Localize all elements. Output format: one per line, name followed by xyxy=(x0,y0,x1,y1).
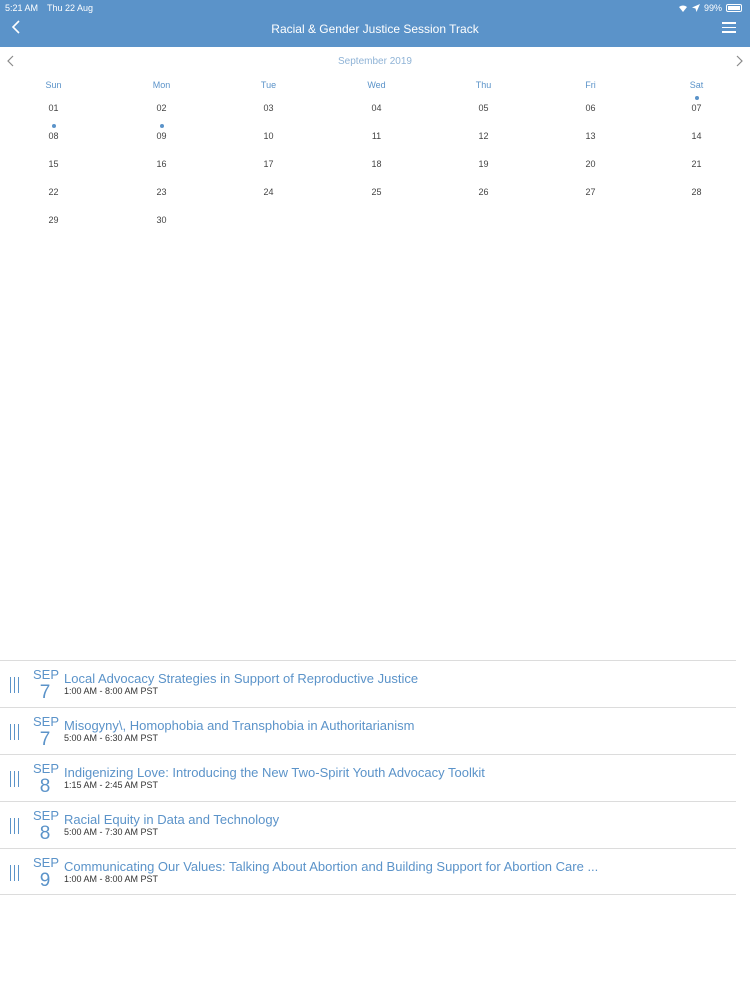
hamburger-icon-line xyxy=(722,27,736,29)
day-number: 18 xyxy=(371,159,382,169)
session-time: 5:00 AM - 6:30 AM PST xyxy=(64,733,159,743)
day-number: 13 xyxy=(585,131,596,141)
day-number: 28 xyxy=(691,187,702,197)
day-number: 06 xyxy=(585,103,596,113)
calendar-day[interactable] xyxy=(643,150,750,178)
next-month-button[interactable] xyxy=(732,54,746,70)
calendar-day[interactable] xyxy=(430,122,537,150)
calendar-day[interactable] xyxy=(323,122,430,150)
calendar-day[interactable] xyxy=(0,122,107,150)
calendar-day[interactable] xyxy=(108,206,215,234)
hamburger-icon-line xyxy=(722,31,736,33)
day-number: 25 xyxy=(371,187,382,197)
day-number: 07 xyxy=(691,103,702,113)
session-row[interactable] xyxy=(0,660,736,707)
drag-handle-icon[interactable] xyxy=(10,677,24,693)
session-month: SEP xyxy=(33,714,60,729)
session-day: 8 xyxy=(39,823,51,844)
event-dot-icon xyxy=(695,96,699,100)
session-row[interactable] xyxy=(0,707,736,754)
weekday-label: Sat xyxy=(689,80,704,90)
calendar-day[interactable] xyxy=(108,122,215,150)
day-number: 09 xyxy=(156,131,167,141)
session-day: 7 xyxy=(39,682,51,703)
location-arrow-icon xyxy=(692,4,700,12)
back-button[interactable] xyxy=(6,18,26,38)
status-time: 5:21 AM xyxy=(5,3,39,13)
drag-handle-icon[interactable] xyxy=(10,771,24,787)
day-number: 04 xyxy=(371,103,382,113)
calendar-day[interactable] xyxy=(215,178,322,206)
calendar-day[interactable] xyxy=(215,150,322,178)
calendar-day[interactable] xyxy=(430,94,537,122)
calendar-day[interactable] xyxy=(108,178,215,206)
calendar-day[interactable] xyxy=(430,150,537,178)
session-row[interactable] xyxy=(0,754,736,801)
month-navigation xyxy=(0,56,750,70)
day-number: 27 xyxy=(585,187,596,197)
session-list xyxy=(0,660,736,895)
calendar-day[interactable] xyxy=(0,206,107,234)
day-number: 01 xyxy=(48,103,59,113)
event-dot-icon xyxy=(52,124,56,128)
session-title[interactable]: Misogyny\, Homophobia and Transphobia in Authoritarianism xyxy=(64,718,415,733)
day-number: 29 xyxy=(48,215,59,225)
calendar-day[interactable] xyxy=(0,150,107,178)
session-title[interactable]: Racial Equity in Data and Technology xyxy=(64,812,280,827)
day-number: 23 xyxy=(156,187,167,197)
session-month: SEP xyxy=(33,808,60,823)
weekday-label: Fri xyxy=(585,80,596,90)
calendar-day[interactable] xyxy=(323,178,430,206)
calendar-day[interactable] xyxy=(537,94,644,122)
weekday-label: Mon xyxy=(152,80,171,90)
session-title[interactable]: Local Advocacy Strategies in Support of Reproductive Justice xyxy=(64,671,419,686)
day-number: 03 xyxy=(263,103,274,113)
calendar-day[interactable] xyxy=(323,150,430,178)
day-number: 10 xyxy=(263,131,274,141)
chevron-left-icon xyxy=(11,20,21,34)
day-number: 08 xyxy=(48,131,59,141)
month-title: September 2019 xyxy=(338,56,412,67)
calendar-day[interactable] xyxy=(108,150,215,178)
day-number: 20 xyxy=(585,159,596,169)
menu-button[interactable] xyxy=(722,22,736,34)
drag-handle-icon[interactable] xyxy=(10,724,24,740)
session-title[interactable]: Indigenizing Love: Introducing the New Two-Spirit Youth Advocacy Toolkit xyxy=(64,765,485,780)
calendar-day[interactable] xyxy=(0,94,107,122)
session-title[interactable]: Communicating Our Values: Talking About Abortion and Building Support for Abortion Care ... xyxy=(64,859,599,874)
session-time: 5:00 AM - 7:30 AM PST xyxy=(64,827,159,837)
session-time: 1:15 AM - 2:45 AM PST xyxy=(64,780,159,790)
calendar-day[interactable] xyxy=(643,122,750,150)
weekday-label: Sun xyxy=(45,80,62,90)
drag-handle-icon[interactable] xyxy=(10,818,24,834)
day-number: 11 xyxy=(371,131,382,141)
app-header xyxy=(0,0,750,47)
day-number: 19 xyxy=(478,159,489,169)
calendar-day[interactable] xyxy=(430,178,537,206)
battery-icon xyxy=(726,4,742,12)
weekday-label: Tue xyxy=(260,80,277,90)
weekday-header xyxy=(0,80,750,94)
calendar-day[interactable] xyxy=(108,94,215,122)
calendar-day[interactable] xyxy=(643,94,750,122)
event-dot-icon xyxy=(160,124,164,128)
day-number: 02 xyxy=(156,103,167,113)
day-number: 26 xyxy=(478,187,489,197)
weekday-label: Wed xyxy=(367,80,386,90)
calendar-day[interactable] xyxy=(537,150,644,178)
session-month: SEP xyxy=(33,855,60,870)
session-time: 1:00 AM - 8:00 AM PST xyxy=(64,686,159,696)
wifi-icon xyxy=(678,4,688,12)
day-number: 05 xyxy=(478,103,489,113)
calendar-day[interactable] xyxy=(0,178,107,206)
day-number: 16 xyxy=(156,159,167,169)
session-day: 8 xyxy=(39,776,51,797)
session-time: 1:00 AM - 8:00 AM PST xyxy=(64,874,159,884)
calendar-day[interactable] xyxy=(215,122,322,150)
calendar-day[interactable] xyxy=(215,94,322,122)
page-title: Racial & Gender Justice Session Track xyxy=(271,22,479,36)
day-number: 22 xyxy=(48,187,59,197)
session-row[interactable] xyxy=(0,801,736,848)
day-number: 24 xyxy=(263,187,274,197)
day-number: 17 xyxy=(263,159,274,169)
status-indicators xyxy=(678,3,742,13)
battery-percent: 99% xyxy=(703,3,722,13)
session-day: 7 xyxy=(39,729,51,750)
calendar-day[interactable] xyxy=(323,94,430,122)
session-month: SEP xyxy=(33,761,60,776)
session-month: SEP xyxy=(33,667,60,682)
day-number: 12 xyxy=(478,131,489,141)
calendar-day[interactable] xyxy=(643,178,750,206)
session-day: 9 xyxy=(39,870,51,891)
day-number: 15 xyxy=(48,159,59,169)
weekday-label: Thu xyxy=(475,80,492,90)
session-row[interactable] xyxy=(0,848,736,895)
drag-handle-icon[interactable] xyxy=(10,865,24,881)
calendar-day[interactable] xyxy=(537,122,644,150)
day-number: 30 xyxy=(156,215,167,225)
calendar-day[interactable] xyxy=(537,178,644,206)
hamburger-icon-line xyxy=(722,22,736,24)
chevron-right-icon xyxy=(735,55,743,67)
day-number: 14 xyxy=(691,131,702,141)
status-date: Thu 22 Aug xyxy=(47,3,94,13)
day-number: 21 xyxy=(691,159,702,169)
